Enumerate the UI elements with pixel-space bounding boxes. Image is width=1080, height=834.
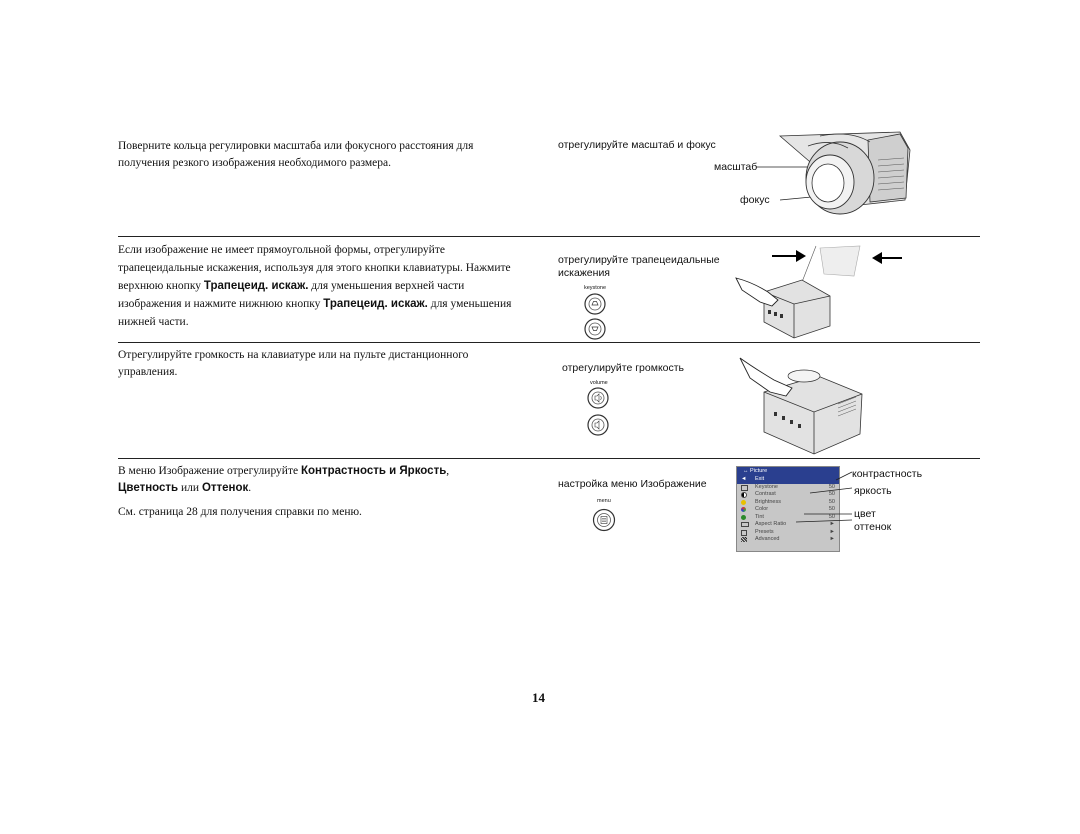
menu-item-aspect-ratio: Aspect Ratio ►	[737, 521, 839, 529]
projector-lens-illustration	[750, 130, 982, 230]
menu-item-contrast: Contrast 50	[737, 491, 839, 499]
section-divider	[118, 342, 980, 343]
menu-arrows-icon: ↔	[743, 468, 751, 474]
contrast-icon	[741, 492, 747, 498]
advanced-icon	[741, 537, 747, 542]
color-icon	[741, 507, 746, 512]
keystone-bold-2: Трапецеид. искаж.	[323, 298, 428, 310]
keystone-button-label: keystone	[584, 285, 607, 291]
tint-icon	[741, 515, 746, 520]
focus-label: фокус	[740, 194, 770, 206]
section-divider	[118, 458, 980, 459]
aspect-ratio-icon	[741, 522, 749, 527]
keystone-caption: отрегулируйте трапецеидальные искажения	[558, 254, 720, 279]
picture-menu-instructions	[118, 463, 518, 497]
picture-bold-1: Контрастность и Яркость	[300, 465, 447, 477]
back-arrow-icon: ◄	[741, 476, 747, 482]
menu-item-tint: Tint 50	[737, 514, 839, 522]
menu-reference-text: См. страница 28 для получения справки по меню.	[118, 506, 362, 518]
keystone-illustration	[732, 242, 912, 340]
page-number: 14	[532, 690, 545, 705]
picture-text-3: или	[178, 482, 202, 494]
volume-illustration	[734, 352, 894, 456]
contrast-label: контрастность	[852, 468, 923, 480]
menu-callout-lines	[790, 466, 860, 536]
section-divider	[118, 236, 980, 237]
picture-text-1: В меню Изображение отрегулируйте	[118, 465, 301, 477]
volume-buttons	[586, 386, 612, 438]
menu-button-label: menu	[597, 498, 611, 504]
zoom-label: масштаб	[714, 161, 758, 173]
menu-item-brightness: Brightness 50	[737, 499, 839, 507]
tint-label: оттенок	[854, 521, 892, 533]
brightness-icon	[741, 500, 746, 505]
keystone-instructions	[118, 241, 518, 331]
picture-text-4: .	[248, 482, 252, 494]
picture-text-2: ,	[446, 465, 450, 477]
menu-button	[591, 507, 617, 533]
picture-menu-caption: настройка меню Изображение	[558, 478, 707, 490]
volume-caption: отрегулируйте громкость	[562, 362, 685, 374]
keystone-text-3: для уменьшения нижней части.	[118, 298, 512, 328]
menu-item-presets: Presets ►	[737, 529, 839, 537]
presets-icon	[741, 530, 747, 536]
picture-menu-title-text: Picture	[750, 468, 768, 474]
picture-bold-3: Оттенок	[201, 482, 249, 494]
volume-instructions: Отрегулируйте громкость на клавиатуре или на пульте дистанционного управления.	[118, 349, 469, 378]
brightness-label: яркость	[854, 485, 892, 497]
keystone-bold-1: Трапецеид. искаж.	[203, 280, 309, 292]
keystone-buttons	[582, 292, 608, 342]
menu-item-advanced: Advanced ►	[737, 536, 839, 544]
zoom-focus-instructions: Поверните кольца регулировки масштаба или фокусного расстояния для получения резкого изображения необходимого размера.	[118, 140, 474, 169]
zoom-focus-caption: отрегулируйте масштаб и фокус	[558, 139, 716, 151]
keystone-icon	[741, 485, 748, 491]
keystone-text-2: для уменьшения верхней части изображения и нажмите нижнюю кнопку	[118, 280, 465, 310]
volume-button-label: volume	[590, 380, 608, 386]
menu-item-color: Color 50	[737, 506, 839, 514]
picture-bold-2: Цветность	[118, 482, 179, 494]
menu-item-keystone: Keystone 50	[737, 484, 839, 492]
keystone-text-1: Если изображение не имеет прямоугольной формы, отрегулируйте трапецеидальные искажения, используя для этого кнопки клавиатуры. Нажмите верхнюю кнопку	[118, 244, 511, 292]
menu-item-exit: ◄ Exit	[737, 476, 839, 484]
color-label: цвет	[854, 508, 876, 520]
